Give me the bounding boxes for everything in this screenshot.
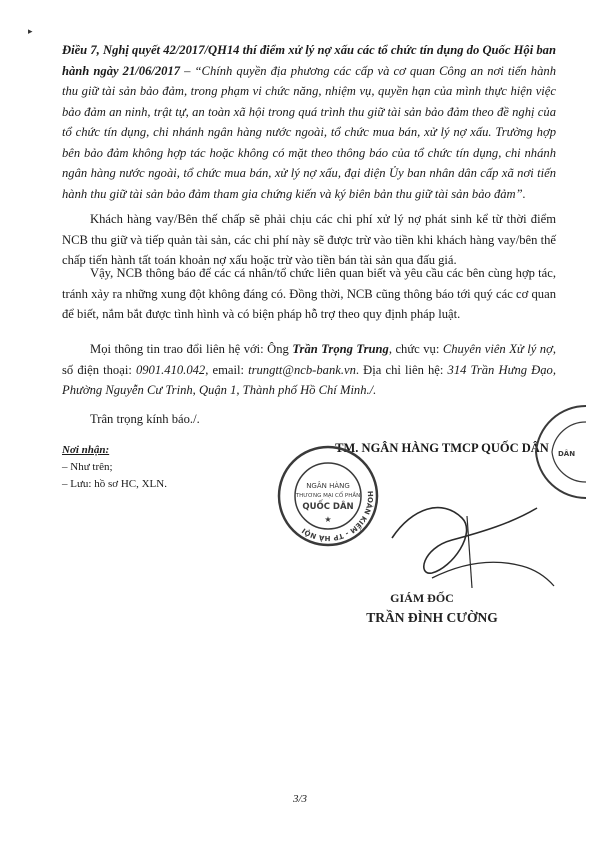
contact-text-4: , email: [205, 362, 249, 377]
paragraph-costs: Khách hàng vay/Bên thế chấp sẽ phải chịu các chi phí xử lý nợ phát sinh kể từ thời điểm NCB thu giữ và tiếp quản tài sản, các chi phí này sẽ được trừ vào tiền khi khách hàng vay/bên thế chấp tiến hành tất toán khoản nợ xấu hoặc trừ vào tiền bán tài sản qua đấu giá. [62, 212, 556, 267]
paragraph-contact [62, 339, 556, 401]
contact-email: trungtt@ncb-bank.vn [248, 362, 356, 377]
seal-line-1: NGÂN HÀNG [306, 482, 350, 490]
signatory-name: TRẦN ĐÌNH CƯỜNG [366, 610, 498, 625]
page-number: 3/3 [292, 793, 308, 805]
svg-text:★: ★ [324, 515, 332, 524]
contact-text-2: , chức vụ: [388, 342, 443, 356]
recipients-block [62, 442, 167, 493]
corner-mark: ▸ [28, 26, 33, 36]
paragraph-notification: Vậy, NCB thông báo để các cá nhân/tổ chức liên quan biết và yêu cầu các bên cùng hợp tác, tránh xảy ra những xung đột không đáng có. Đồng thời, NCB cũng thông báo tới quý các cơ quan để biết, nắm bắt được tình hình và có biện pháp hỗ trợ theo quy định pháp luật. [62, 266, 556, 321]
contact-position: Chuyên viên Xử lý nợ [442, 342, 553, 356]
company-seal-stamp [276, 444, 380, 548]
recipient-item: – Như trên; [62, 461, 113, 473]
contact-address: 314 Trần Hưng Đạo, Phường Nguyễn Cư Trinh, Quận 1, Thành phố Hồ Chí Minh./. [62, 362, 557, 397]
contact-text-5: . Địa chỉ liên hệ: [355, 362, 448, 377]
seal-line-2: THƯƠNG MẠI CỔ PHẦN [295, 493, 361, 499]
recipients-heading: Nơi nhận: [62, 444, 110, 456]
citation-quote: – “Chính quyền địa phương các cấp và cơ quan Công an nơi tiến hành thu giữ tài sản bảo đảm, trong phạm vi chức năng, nhiệm vụ, quyền hạn của mình thực hiện việc bảo đảm an ninh, trật tự, an toàn xã hội trong quá trình thu giữ tài sản bảo đảm theo đề nghị của tổ chức tín dụng, chi nhánh ngân hàng nước ngoài, tổ chức mua bán, xử lý nợ xấu. Trường hợp bên bảo đảm không hợp tác hoặc không có mặt theo thông báo của tổ chức tín dụng, chi nhánh ngân hàng nước ngoài, tổ chức mua bán, xử lý nợ xấu, đại diện Ủy ban nhân dân cấp xã nơi tiến hành thu giữ tài sản bảo đảm tham gia chứng kiến và ký biên bản thu giữ tài sản bảo đảm”. [62, 63, 556, 201]
recipient-item: – Lưu: hồ sơ HC, XLN. [62, 478, 167, 490]
signature-org: TM. NGÂN HÀNG TMCP QUỐC DÂN [335, 441, 549, 455]
signatory-title: GIÁM ĐỐC [390, 591, 454, 605]
contact-text-3: , số điện thoại: [62, 342, 556, 377]
contact-phone: 0901.410.042 [135, 362, 206, 377]
contact-text-1: Mọi thông tin trao đổi liên hệ với: Ông [90, 342, 293, 356]
seal-line-3: QUỐC DÂN [302, 502, 354, 512]
seal-ring-text: HOÀN KIẾM - TP HÀ NỘI [300, 490, 375, 543]
closing-salutation: Trân trọng kính báo./. [90, 412, 200, 426]
paragraph-legal-citation [62, 40, 556, 204]
citation-lead: Điều 7, Nghị quyết 42/2017/QH14 thí điểm xử lý nợ xấu các tổ chức tín dụng do Quốc Hội ban hành ngày 21/06/2017 [62, 43, 556, 78]
svg-text:DÂN: DÂN [558, 450, 576, 458]
contact-name: Trần Trọng Trung [292, 342, 389, 356]
